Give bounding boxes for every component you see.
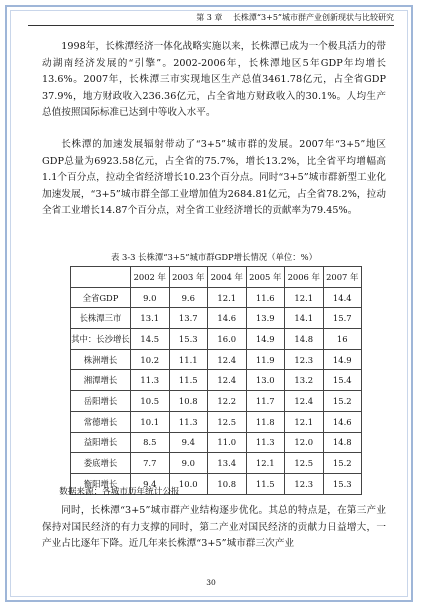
table-cell: 11.5 [246, 473, 285, 494]
table-cell: 12.3 [285, 349, 324, 370]
table-cell: 12.1 [246, 453, 285, 474]
table-cell: 9.0 [131, 287, 170, 308]
table-cell: 10.5 [131, 391, 170, 412]
table-cell: 10.1 [131, 411, 170, 432]
table-cell: 12.4 [285, 391, 324, 412]
table-row [71, 329, 362, 350]
table-cell: 13.2 [285, 370, 324, 391]
table-cell: 11.6 [246, 287, 285, 308]
table-cell: 12.2 [208, 391, 247, 412]
header-title: 长株潭“3+5”城市群产业创新现状与比较研究 [232, 13, 394, 22]
table-cell: 11.0 [208, 432, 247, 453]
table-cell: 11.3 [169, 411, 208, 432]
table-row-label: 株洲增长 [71, 349, 131, 370]
table-cell: 7.7 [131, 453, 170, 474]
table-cell: 8.5 [131, 432, 170, 453]
table-cell: 14.6 [208, 308, 247, 329]
table-cell: 14.5 [131, 329, 170, 350]
table-cell: 9.6 [169, 287, 208, 308]
table-cell: 14.8 [323, 432, 362, 453]
table-cell: 12.1 [208, 287, 247, 308]
table-row [71, 308, 362, 329]
table-cell: 9.4 [131, 473, 170, 494]
table-row-label: 全省GDP [71, 287, 131, 308]
table-header-cell: 2006 年 [285, 267, 324, 288]
table-row-label: 岳阳增长 [71, 391, 131, 412]
table-row [71, 349, 362, 370]
table-cell: 11.1 [169, 349, 208, 370]
table-header-cell: 2003 年 [169, 267, 208, 288]
table-cell: 12.4 [208, 370, 247, 391]
table-cell: 13.7 [169, 308, 208, 329]
table-header-cell: 2004 年 [208, 267, 247, 288]
table-row [71, 391, 362, 412]
table-cell: 15.3 [169, 329, 208, 350]
paragraph: 长株潭的加速发展辐射带动了“3+5”城市群的发展。2007年“3+5”地区GDP总量为6923.58亿元，占全省的75.7%，增长13.2%，比全省平均增幅高1.1个百分点，拉动全省经济增长10.23个百分点。同时“3+5”城市群新型工业化加速发展，“3+5”城市群全部工业增加值为2684.81亿元，占全省78.2%，拉动全省工业增长14.87个百分点，对全省工业经济增长的贡献率为79.45%。 [42, 139, 386, 216]
table-cell: 9.4 [169, 432, 208, 453]
table-cell: 13.9 [246, 308, 285, 329]
table-row-label: 湘潭增长 [71, 370, 131, 391]
table-cell: 15.2 [323, 391, 362, 412]
table-cell: 12.5 [208, 411, 247, 432]
table-header-row [71, 267, 362, 288]
table-cell: 11.3 [131, 370, 170, 391]
gdp-growth-table [70, 266, 362, 495]
table-header-cell: 2002 年 [131, 267, 170, 288]
table-cell: 10.8 [208, 473, 247, 494]
page-number: 30 [206, 578, 216, 587]
table-row-label: 其中：长沙增长 [71, 329, 131, 350]
table-row [71, 411, 362, 432]
table-cell: 14.8 [285, 329, 324, 350]
table-header [71, 267, 362, 288]
table-row [71, 287, 362, 308]
header-chapter: 第 3 章 [196, 13, 223, 22]
data-source-note: 数据来源：各城市历年统计公报 [59, 487, 180, 497]
table-cell: 14.9 [246, 329, 285, 350]
table-cell: 14.6 [323, 411, 362, 432]
table-cell: 13.1 [131, 308, 170, 329]
table-row-label: 益阳增长 [71, 432, 131, 453]
table-cell: 14.4 [323, 287, 362, 308]
table-cell: 15.7 [323, 308, 362, 329]
table-cell: 11.5 [169, 370, 208, 391]
table-cell: 15.2 [323, 453, 362, 474]
table-cell: 11.8 [246, 411, 285, 432]
table-cell: 12.3 [285, 473, 324, 494]
table-cell: 10.0 [169, 473, 208, 494]
table-cell: 12.4 [208, 349, 247, 370]
table-row [71, 432, 362, 453]
table-cell: 13.0 [246, 370, 285, 391]
table-cell: 12.1 [285, 411, 324, 432]
table-body [71, 287, 362, 494]
table-cell: 9.0 [169, 453, 208, 474]
table-header-cell [71, 267, 131, 288]
table-cell: 14.1 [285, 308, 324, 329]
table-caption: 表 3-3 长株潭“3+5”城市群GDP增长情况（单位：%） [110, 252, 318, 262]
table-row [71, 453, 362, 474]
paragraph: 1998年，长株潭经济一体化战略实施以来，长株潭已成为一个极具活力的带动湖南经济发展的“引擎”。2002-2006年，长株潭地区5年GDP年均增长13.6%。2007年，长株潭三市实现地区生产总值3461.78亿元，占全省GDP 37.9%，地方财政收入236.36亿元，占全省地方财政收入的30.1%。人均生产总值按照国际标准已达到中等收入水平。 [42, 41, 386, 118]
table-cell: 12.1 [285, 287, 324, 308]
table-cell: 11.9 [246, 349, 285, 370]
table-header-cell: 2007 年 [323, 267, 362, 288]
table-cell: 15.3 [323, 473, 362, 494]
table-cell: 10.2 [131, 349, 170, 370]
table-cell: 12.5 [285, 453, 324, 474]
table-cell: 16.0 [208, 329, 247, 350]
table-row-label: 衡阳增长 [71, 473, 131, 494]
table-row [71, 370, 362, 391]
paragraph: 同时，长株潭“3+5”城市群产业结构逐步优化。其总的特点是，在第三产业保持对国民经济的有力支撑的同时，第二产业对国民经济的贡献力日益增大，一产业占比逐年下降。近几年来长株潭“3+5”城市群三次产业 [42, 505, 386, 549]
table-cell: 11.7 [246, 391, 285, 412]
table-cell: 10.8 [169, 391, 208, 412]
running-header [28, 13, 394, 26]
table-cell: 14.9 [323, 349, 362, 370]
table-cell: 16 [323, 329, 362, 350]
table-cell: 13.4 [208, 453, 247, 474]
table-cell: 15.4 [323, 370, 362, 391]
table-row-label: 长株潭三市 [71, 308, 131, 329]
table-cell: 12.0 [285, 432, 324, 453]
table-row-label: 常德增长 [71, 411, 131, 432]
table-row-label: 娄底增长 [71, 453, 131, 474]
table-cell: 11.3 [246, 432, 285, 453]
table-header-cell: 2005 年 [246, 267, 285, 288]
